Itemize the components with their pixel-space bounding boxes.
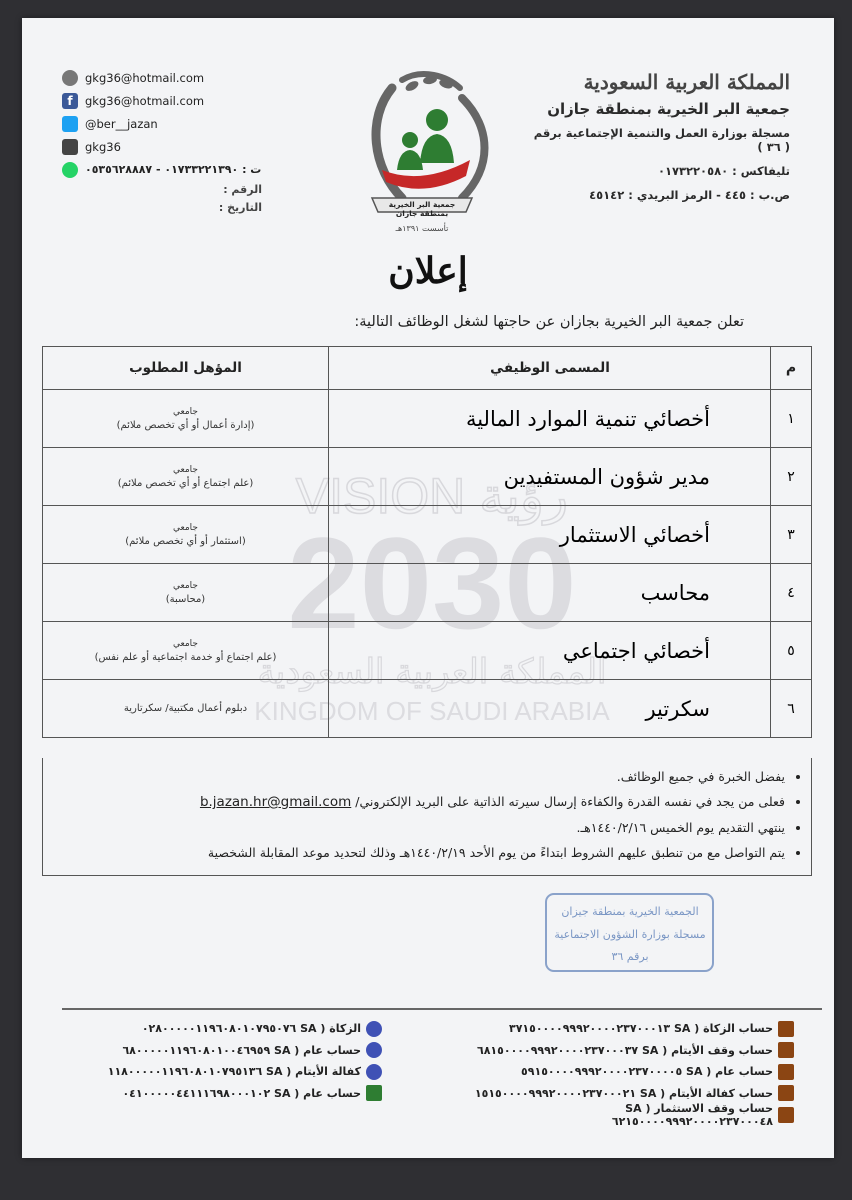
degree: جامعي (173, 464, 198, 475)
bank-logo-icon (778, 1064, 794, 1080)
instagram-icon (62, 139, 78, 155)
note-apply (55, 789, 785, 815)
row-number: ٣ (771, 506, 812, 564)
date-label: التاريخ : (218, 201, 262, 214)
bank-accounts-left (62, 1018, 382, 1104)
logo-caption: جمعية البر الخيرية بمنطقة جازان (388, 200, 456, 218)
table-row (43, 564, 812, 622)
org-header (530, 70, 790, 202)
contact-facebook-row (62, 89, 292, 112)
bank-account-row (464, 1040, 794, 1062)
bank-logo-icon (778, 1042, 794, 1058)
row-number: ٢ (771, 448, 812, 506)
bank-account-row (464, 1101, 794, 1128)
bank-account: الزكاة ( SA ٠٢٨٠٠٠٠٠١١٩٦٠٨٠١٠٧٩٥٠٧٦ (141, 1022, 361, 1036)
page-title: إعلان (388, 250, 468, 292)
table-row (43, 680, 812, 738)
degree: جامعي (173, 638, 198, 649)
contact-instagram-row (62, 135, 292, 158)
notes-box (42, 758, 812, 876)
jobs-table (42, 346, 812, 738)
twitter-icon (62, 116, 78, 132)
job-title: مدير شؤون المستفيدين (329, 448, 771, 506)
qualification (43, 622, 329, 680)
registration-text: مسجلة بوزارة العمل والتنمية الإجتماعية برقم ( ٣٦ ) (533, 126, 790, 154)
contact-email[interactable]: gkg36@hotmail.com (85, 70, 205, 85)
logo-emblem-icon (342, 58, 502, 223)
header-job-title: المسمى الوظيفي (329, 347, 771, 390)
watermark-2030: 2030 (287, 510, 577, 656)
contact-block (62, 66, 292, 217)
bank-account: كفالة الأيتام ( SA ١١٨٠٠٠٠٠١١٩٦٠٨٠١٠٧٩٥١٣٦ (107, 1065, 361, 1079)
degree: جامعي (173, 522, 198, 533)
degree: دبلوم أعمال مكتبية/ سكرتارية (123, 703, 248, 714)
watermark-vision: VISION رؤية (295, 468, 569, 524)
intro-text: تعلن جمعية البر الخيرية بجازان عن حاجتها لشغل الوظائف التالية: (354, 314, 744, 330)
contact-email-row (62, 66, 292, 89)
table-row (43, 390, 812, 448)
watermark-english: KINGDOM OF SAUDI ARABIA (254, 696, 610, 726)
whatsapp-icon (62, 162, 78, 178)
kingdom-name: المملكة العربية السعودية (583, 70, 790, 94)
degree: جامعي (173, 406, 198, 417)
bank-logo-icon (778, 1021, 794, 1037)
ref-number-label: الرقم : (223, 183, 262, 196)
fax-number: تليفاكس : ٠١٧٣٢٢٠٥٨٠ (657, 164, 790, 178)
facebook-icon: f (62, 93, 78, 109)
job-title: أخصائي الاستثمار (329, 506, 771, 564)
apply-email-link[interactable]: b.jazan.hr@gmail.com (199, 794, 352, 810)
bank-account: حساب عام ( SA ٥٩١٥٠٠٠٠٩٩٩٢٠٠٠٠٢٣٧٠٠٠٠٥ (521, 1065, 773, 1079)
header-qualification: المؤهل المطلوب (43, 347, 329, 390)
note-contact: • يتم التواصل مع من تنطبق عليهم الشروط ابتداءً من يوم الأحد ١٤٤٠/٢/١٩هـ وذلك لتحديد موعد المقابلة الشخصية (55, 840, 785, 865)
qualification (43, 390, 329, 448)
bank-logo-icon (366, 1085, 382, 1101)
org-name: جمعية البر الخيرية بمنطقة جازان (547, 100, 790, 118)
mail-icon (62, 70, 78, 86)
document-page (22, 18, 834, 1158)
logo-established: تأسست ١٣٩١هـ (395, 224, 449, 233)
job-title: سكرتير (329, 680, 771, 738)
job-title: أخصائي تنمية الموارد المالية (329, 390, 771, 448)
bank-account: حساب وقف الاستثمار ( SA ٦٢١٥٠٠٠٠٩٩٩٢٠٠٠٠٢٣٧٠٠٠٤٨ (611, 1101, 773, 1128)
bank-account: حساب الزكاة ( SA ٣٧١٥٠٠٠٠٩٩٩٢٠٠٠٠٢٣٧٠٠٠١٣ (508, 1022, 773, 1036)
field: (علم اجتماع أو خدمة اجتماعية أو علم نفس) (94, 651, 277, 663)
contact-instagram[interactable]: gkg36 (85, 139, 121, 154)
row-number: ١ (771, 390, 812, 448)
degree: جامعي (173, 580, 198, 591)
qualification (43, 564, 329, 622)
contact-phone: ت : ٠١٧٣٣٢٢١٣٩٠ - ٠٥٣٥٦٢٨٨٨٧ (85, 162, 262, 176)
bank-account: حساب وقف الأيتام ( SA ٦٨١٥٠٠٠٠٩٩٩٢٠٠٠٠٢٣٧٠٠٠٣٧ (477, 1043, 773, 1057)
bank-account: حساب كفالة الأيتام ( SA ١٥١٥٠٠٠٠٩٩٩٢٠٠٠٠٢٣٧٠٠٠٢١ (474, 1086, 773, 1100)
job-title: أخصائي اجتماعي (329, 622, 771, 680)
field: (استثمار أو أي تخصص ملائم) (125, 535, 246, 547)
po-box: ص.ب : ٤٤٥ - الرمز البريدي : ٤٥١٤٢ (589, 188, 790, 202)
table-row (43, 448, 812, 506)
bank-logo-icon (366, 1064, 382, 1080)
contact-twitter-row (62, 112, 292, 135)
note-experience: • يفضل الخبرة في جميع الوظائف. (55, 764, 785, 789)
bank-logo-icon (778, 1085, 794, 1101)
row-number: ٥ (771, 622, 812, 680)
bank-account-row (62, 1083, 382, 1105)
field: (إدارة أعمال أو أي تخصص ملائم) (116, 419, 255, 431)
qualification (43, 506, 329, 564)
row-number: ٤ (771, 564, 812, 622)
bank-account-row (464, 1061, 794, 1083)
bank-account: حساب عام ( SA ٦٨٠٠٠٠٠١١٩٦٠٨٠١٠٠٤٦٩٥٩ (122, 1043, 361, 1057)
table-row (43, 506, 812, 564)
field: (علم اجتماع أو أي تخصص ملائم) (117, 477, 254, 489)
bank-account-row (464, 1018, 794, 1040)
bank-accounts-right (464, 1018, 794, 1126)
field: (محاسبة) (165, 593, 206, 605)
stamp-line2: مسجلة بوزارة الشؤون الاجتماعية (554, 928, 706, 941)
bank-logo-icon (366, 1021, 382, 1037)
bank-account-row (62, 1061, 382, 1083)
contact-facebook[interactable]: gkg36@hotmail.com (85, 93, 205, 108)
contact-twitter[interactable]: @ber__jazan (85, 116, 158, 131)
row-number: ٦ (771, 680, 812, 738)
table-row (43, 622, 812, 680)
table-header-row (43, 347, 812, 390)
contact-phone-row (62, 158, 292, 181)
bank-logo-icon (366, 1042, 382, 1058)
note-apply-text: فعلى من يجد في نفسه القدرة والكفاءة إرسال سيرته الذاتية على البريد الإلكتروني/ (355, 794, 785, 809)
bank-account-row (62, 1040, 382, 1062)
qualification (43, 448, 329, 506)
official-stamp (542, 890, 717, 975)
job-title: محاسب (329, 564, 771, 622)
stamp-line3: برقم ٣٦ (611, 950, 649, 963)
watermark-arabic: المملكة العربية السعودية (257, 652, 607, 692)
note-deadline: • ينتهي التقديم يوم الخميس ١٤٤٠/٢/١٦هـ. (55, 815, 785, 840)
qualification (43, 680, 329, 738)
footer-divider (62, 1008, 822, 1010)
header-number: م (771, 347, 812, 390)
stamp-line1: الجمعية الخيرية بمنطقة جيزان (561, 905, 699, 918)
bank-account-row (62, 1018, 382, 1040)
org-logo (342, 58, 502, 238)
bank-account: حساب عام ( SA ٠٤١٠٠٠٠٠٤٤١١١٦٩٨٠٠٠١٠٢ (122, 1086, 361, 1100)
bank-logo-icon (778, 1107, 794, 1123)
